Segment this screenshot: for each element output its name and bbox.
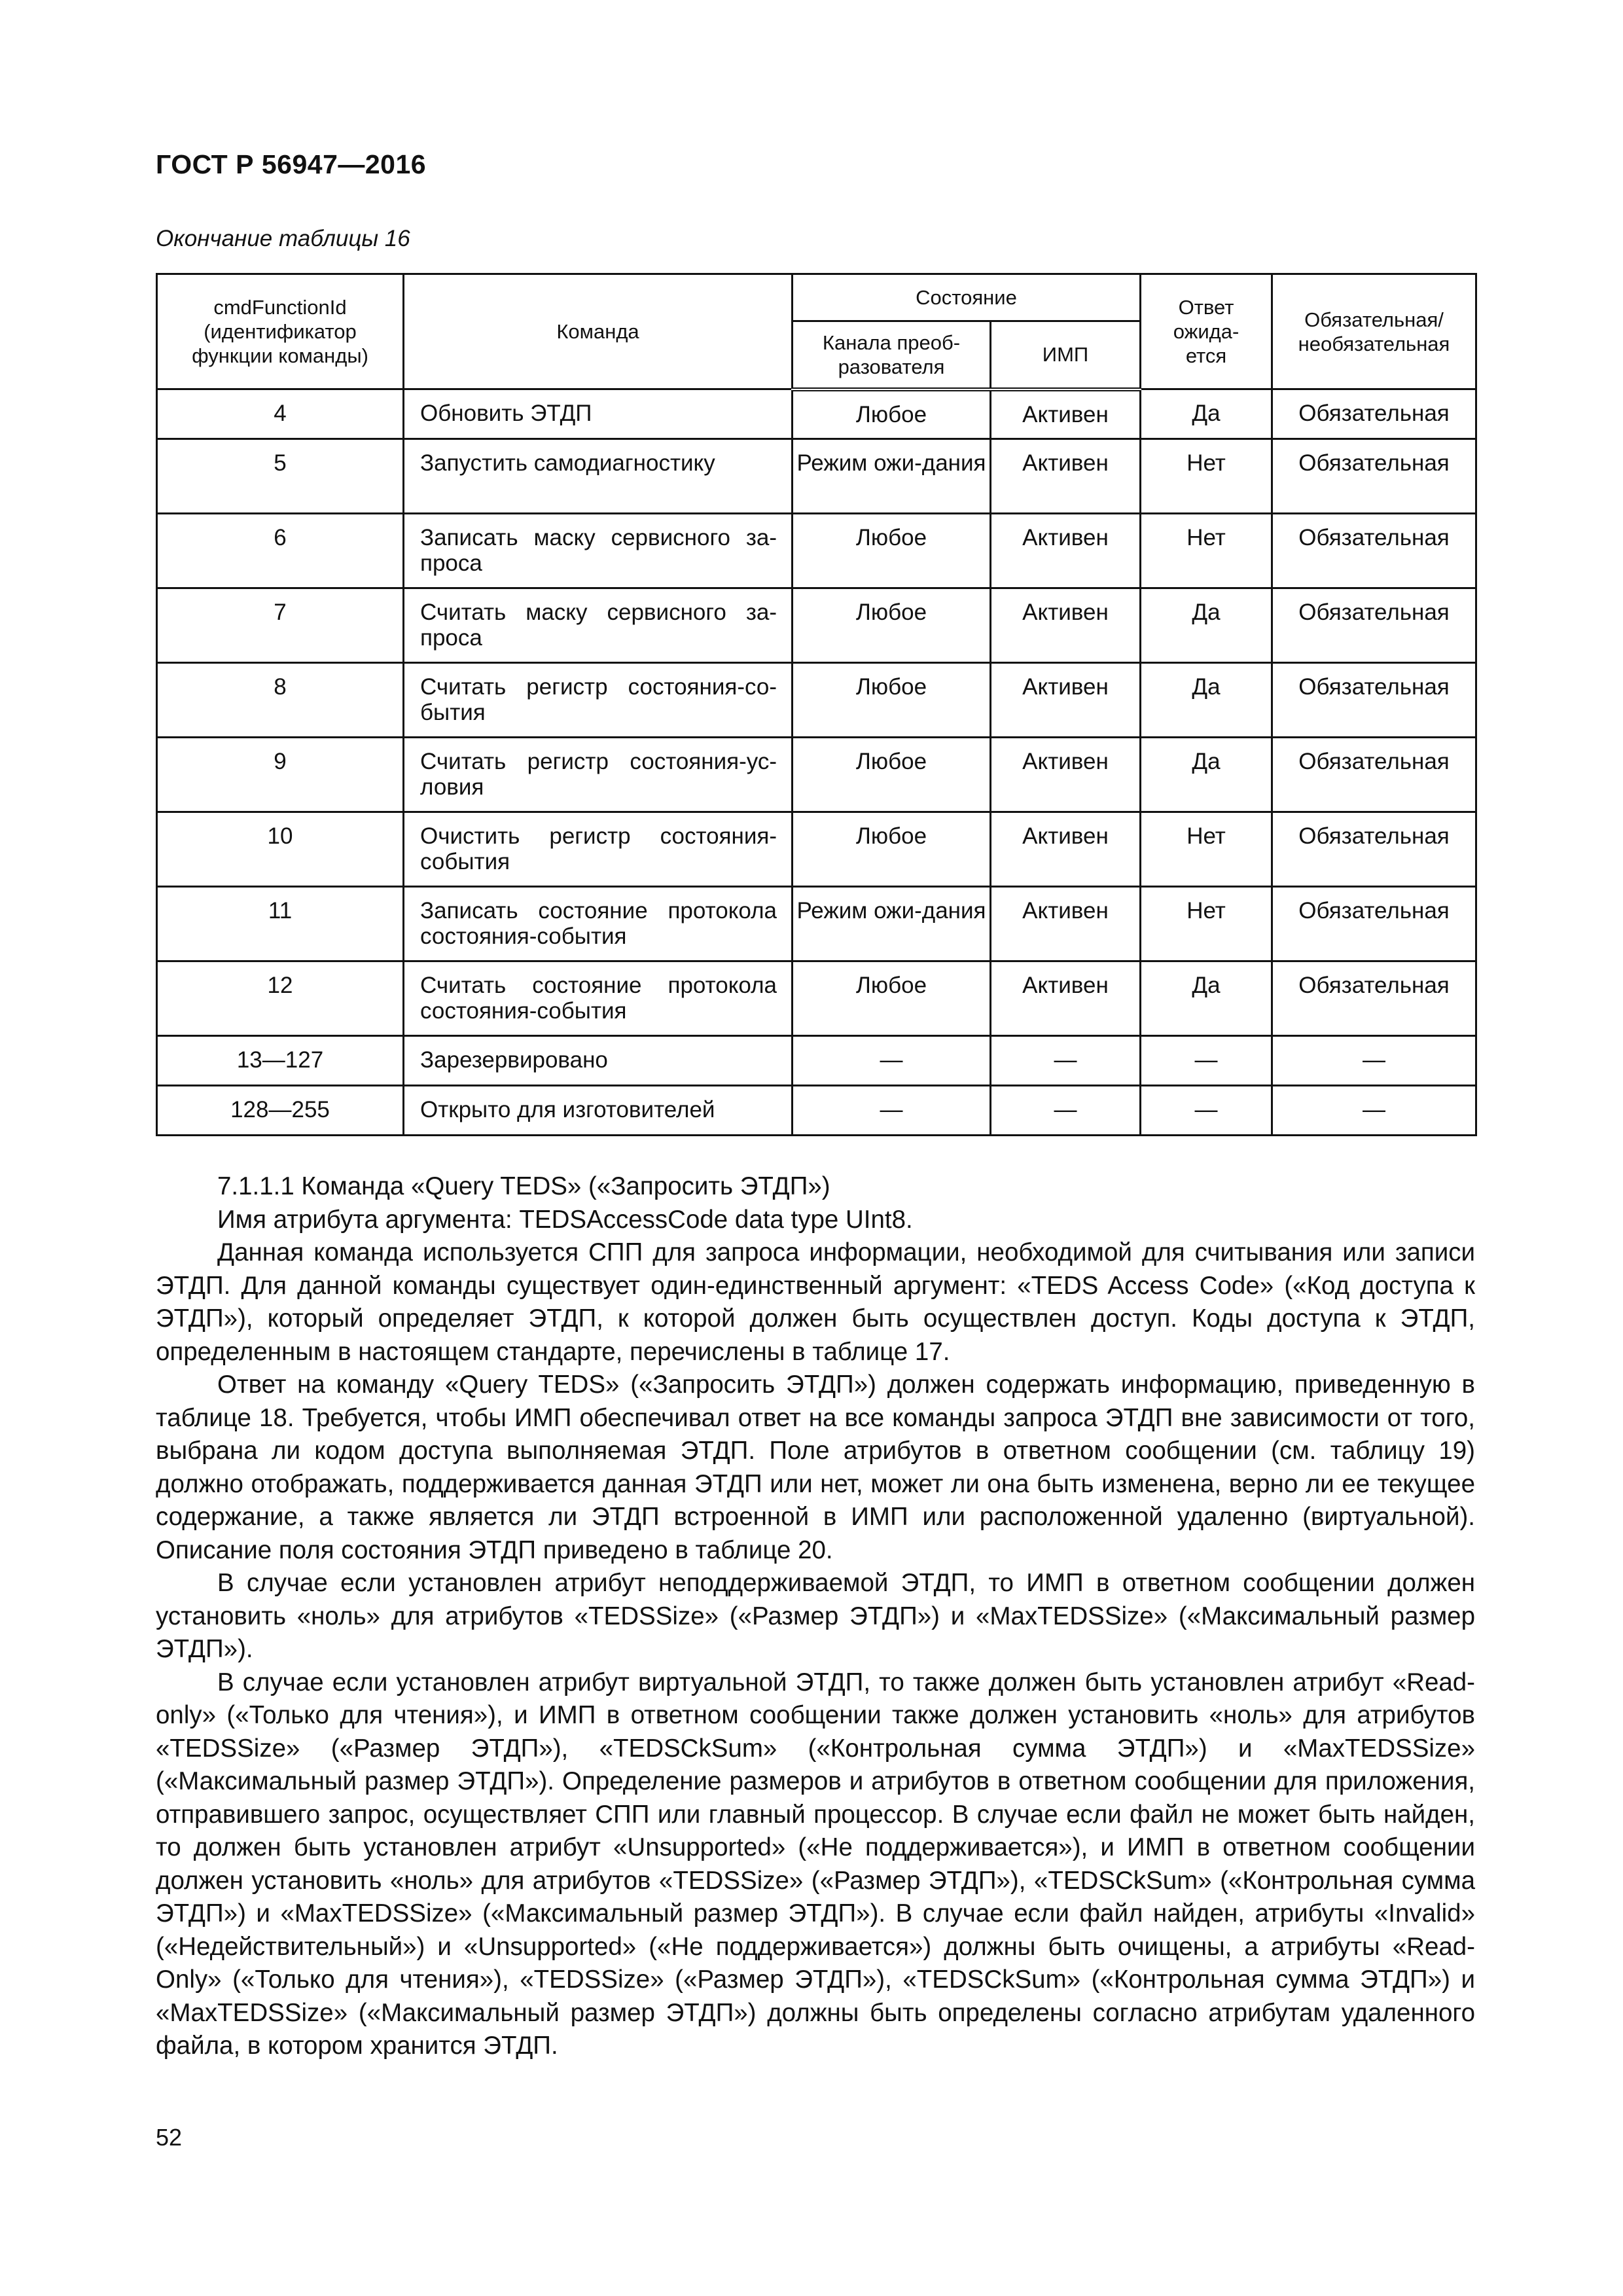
cell-response: Да — [1141, 961, 1272, 1036]
cell-id: 7 — [157, 588, 404, 663]
cell-command: Запустить самодиагностику — [404, 439, 793, 514]
cell-response: Да — [1141, 663, 1272, 738]
table-body — [157, 389, 1476, 1136]
cell-command: Считать регистр состояния-со-бытия — [404, 663, 793, 738]
cell-channel: Режим ожи-дания — [793, 439, 991, 514]
cell-command: Записать маску сервисного за-проса — [404, 514, 793, 588]
header-channel: Канала преоб-разователя — [793, 321, 991, 389]
cell-mandatory: Обязательная — [1272, 389, 1476, 439]
table-row — [157, 887, 1476, 961]
cell-id: 5 — [157, 439, 404, 514]
header-imp: ИМП — [991, 321, 1141, 389]
cell-id: 128—255 — [157, 1086, 404, 1136]
cell-mandatory: Обязательная — [1272, 514, 1476, 588]
cell-command: Обновить ЭТДП — [404, 389, 793, 439]
cell-imp: Активен — [991, 439, 1141, 514]
cell-imp: — — [991, 1086, 1141, 1136]
header-mandatory: Обязательная/ необязательная — [1272, 274, 1476, 389]
cell-mandatory: Обязательная — [1272, 588, 1476, 663]
body-text — [156, 1170, 1475, 2063]
cell-imp: Активен — [991, 663, 1141, 738]
cell-imp: Активен — [991, 738, 1141, 812]
cell-mandatory: Обязательная — [1272, 887, 1476, 961]
cell-id: 8 — [157, 663, 404, 738]
cell-mandatory: — — [1272, 1086, 1476, 1136]
page-number: 52 — [156, 2124, 183, 2151]
cell-channel: Любое — [793, 514, 991, 588]
cell-command: Зарезервировано — [404, 1036, 793, 1086]
cell-mandatory: Обязательная — [1272, 439, 1476, 514]
cell-response: Нет — [1141, 812, 1272, 887]
cell-mandatory: Обязательная — [1272, 663, 1476, 738]
table-caption: Окончание таблицы 16 — [156, 226, 410, 251]
cell-command: Очистить регистр состояния-события — [404, 812, 793, 887]
cell-response: Да — [1141, 588, 1272, 663]
cell-id: 12 — [157, 961, 404, 1036]
document-header: ГОСТ Р 56947—2016 — [156, 149, 427, 179]
cell-id: 4 — [157, 389, 404, 439]
cell-imp: Активен — [991, 514, 1141, 588]
cell-command: Считать состояние протокола состояния-события — [404, 961, 793, 1036]
paragraph: Ответ на команду «Query TEDS» («Запросить ЭТДП») должен содержать информацию, приведенную в таблице 18. Требуется, чтобы ИМП обеспечивал ответ на все команды запроса ЭТДП вне зависимости от того, выбрана ли кодом доступа выполняемая ЭТДП. Поле атрибутов в ответном сообщении (см. таблицу 19) должно отображать, поддерживается данная ЭТДП или нет, может ли она быть изменена, верно ли ее текущее содержание, а также является ли ЭТДП встроенной в ИМП или расположенной удаленно (виртуальной). Описание поля состояния ЭТДП приведено в таблице 20. — [156, 1371, 1475, 1564]
cell-response: Нет — [1141, 439, 1272, 514]
cell-response: Да — [1141, 738, 1272, 812]
cell-channel: Любое — [793, 812, 991, 887]
table-row — [157, 812, 1476, 887]
table-row — [157, 961, 1476, 1036]
cell-mandatory: Обязательная — [1272, 812, 1476, 887]
cell-command: Записать состояние протокола состояния-события — [404, 887, 793, 961]
paragraph: В случае если установлен атрибут виртуальной ЭТДП, то также должен быть установлен атрибут «Read-only» («Только для чтения»), и ИМП в ответном сообщении также должен установить «ноль» для атрибутов «TEDSSize» («Размер ЭТДП»), «TEDSCkSum» («Контрольная сумма ЭТДП») и «MaxTEDSSize» («Максимальный размер ЭТДП»). Определение размеров и атрибутов в ответном сообщении для приложения, отправившего запрос, осуществляет СПП или главный процессор. В случае если файл не может быть найден, то должен быть установлен атрибут «Unsupported» («Не поддерживается»), и ИМП в ответном сообщении должен установить «ноль» для атрибутов «TEDSSize» («Размер ЭТДП»), «TEDSCkSum» («Контрольная сумма ЭТДП») и «MaxTEDSSize» («Максимальный размер ЭТДП»). В случае если файл найден, атрибуты «Invalid» («Недействительный») и «Unsupported» («Не поддерживается») должны быть очищены, а атрибуты «Read-Only» («Только для чтения»), «TEDSSize» («Размер ЭТДП»), «TEDSCkSum» («Контрольная сумма ЭТДП») и «MaxTEDSSize» («Максимальный размер ЭТДП») должны быть определены согласно атрибутам удаленного файла, в котором хранится ЭТДП. — [156, 1668, 1475, 2060]
cell-mandatory: Обязательная — [1272, 961, 1476, 1036]
table-row — [157, 1086, 1476, 1136]
table-row — [157, 514, 1476, 588]
header-state: Состояние — [793, 274, 1141, 321]
cell-channel: Любое — [793, 961, 991, 1036]
cell-channel: Режим ожи-дания — [793, 887, 991, 961]
cell-channel: Любое — [793, 588, 991, 663]
cell-imp: Активен — [991, 961, 1141, 1036]
cell-id: 10 — [157, 812, 404, 887]
header-id: cmdFunctionId (идентификатор функции команды) — [157, 274, 404, 389]
cell-channel: Любое — [793, 389, 991, 439]
section-heading: 7.1.1.1 Команда «Query TEDS» («Запросить ЭТДП») — [217, 1172, 830, 1200]
cell-imp: Активен — [991, 887, 1141, 961]
cell-command: Считать регистр состояния-ус-ловия — [404, 738, 793, 812]
paragraph: В случае если установлен атрибут неподдерживаемой ЭТДП, то ИМП в ответном сообщении должен установить «ноль» для атрибутов «TEDSSize» («Размер ЭТДП») и «MaxTEDSSize» («Максимальный размер ЭТДП»). — [156, 1569, 1475, 1663]
cell-imp: — — [991, 1036, 1141, 1086]
cell-channel: Любое — [793, 738, 991, 812]
table-row — [157, 1036, 1476, 1086]
cell-imp: Активен — [991, 588, 1141, 663]
cell-id: 11 — [157, 887, 404, 961]
cell-imp: Активен — [991, 812, 1141, 887]
header-response: Ответ ожида-ется — [1141, 274, 1272, 389]
header-command: Команда — [404, 274, 793, 389]
paragraph: Имя атрибута аргумента: TEDSAccessCode data type UInt8. — [217, 1205, 913, 1234]
cell-channel: — — [793, 1086, 991, 1136]
cell-mandatory: — — [1272, 1036, 1476, 1086]
table-row — [157, 588, 1476, 663]
cell-response: Нет — [1141, 887, 1272, 961]
table-row — [157, 439, 1476, 514]
table-row — [157, 663, 1476, 738]
cell-channel: — — [793, 1036, 991, 1086]
cell-channel: Любое — [793, 663, 991, 738]
cell-imp: Активен — [991, 389, 1141, 439]
cell-response: — — [1141, 1036, 1272, 1086]
paragraph: Данная команда используется СПП для запроса информации, необходимой для считывания или записи ЭТДП. Для данной команды существует один-единственный аргумент: «TEDS Access Code» («Код доступа к ЭТДП»), который определяет ЭТДП, к которой должен быть осуществлен доступ. Коды доступа к ЭТДП, определенным в настоящем стандарте, перечислены в таблице 17. — [156, 1238, 1475, 1366]
cell-response: Да — [1141, 389, 1272, 439]
table-row — [157, 389, 1476, 439]
cell-command: Открыто для изготовителей — [404, 1086, 793, 1136]
commands-table — [156, 273, 1477, 1136]
cell-id: 9 — [157, 738, 404, 812]
cell-id: 13—127 — [157, 1036, 404, 1086]
cell-response: — — [1141, 1086, 1272, 1136]
cell-command: Считать маску сервисного за-проса — [404, 588, 793, 663]
cell-id: 6 — [157, 514, 404, 588]
table-row — [157, 738, 1476, 812]
cell-mandatory: Обязательная — [1272, 738, 1476, 812]
cell-response: Нет — [1141, 514, 1272, 588]
